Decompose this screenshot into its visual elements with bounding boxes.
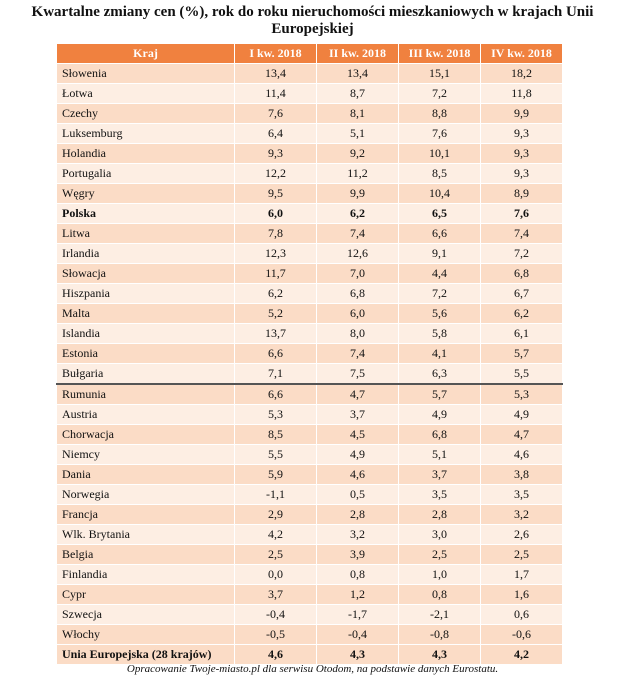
q2-cell: 13,4: [317, 64, 399, 84]
table-row: [57, 64, 563, 84]
q3-cell: 2,8: [399, 505, 481, 525]
q4-cell: 7,6: [481, 204, 563, 224]
country-cell: Holandia: [57, 144, 235, 164]
table-total-row: [57, 645, 563, 665]
country-cell: Chorwacja: [57, 425, 235, 445]
country-cell: Cypr: [57, 585, 235, 605]
q1-cell: -0,5: [235, 625, 317, 645]
q3-cell: 1,0: [399, 565, 481, 585]
table-row: [57, 164, 563, 184]
country-cell: Belgia: [57, 545, 235, 565]
country-cell: Islandia: [57, 324, 235, 344]
table-row: [57, 364, 563, 385]
total-country-cell: Unia Europejska (28 krajów): [57, 645, 235, 665]
q3-cell: 0,8: [399, 585, 481, 605]
country-cell: Bułgaria: [57, 364, 235, 385]
country-cell: Słowacja: [57, 264, 235, 284]
q4-cell: 9,3: [481, 164, 563, 184]
q1-cell: -1,1: [235, 485, 317, 505]
q4-cell: 3,2: [481, 505, 563, 525]
q2-cell: -1,7: [317, 605, 399, 625]
q3-cell: 6,8: [399, 425, 481, 445]
table-header-row: [57, 44, 563, 64]
source-caption: Opracowanie Twoje-miasto.pl dla serwisu Otodom, na podstawie danych Eurostatu.: [126, 663, 499, 675]
q3-cell: 5,6: [399, 304, 481, 324]
q3-cell: 5,8: [399, 324, 481, 344]
q3-cell: 5,7: [399, 384, 481, 405]
table-row: [57, 104, 563, 124]
q1-cell: 9,5: [235, 184, 317, 204]
q1-cell: 6,0: [235, 204, 317, 224]
q1-cell: 6,2: [235, 284, 317, 304]
table-row: [57, 84, 563, 104]
q1-cell: 7,1: [235, 364, 317, 385]
q3-cell: 3,0: [399, 525, 481, 545]
q3-cell: 3,7: [399, 465, 481, 485]
q2-cell: 8,0: [317, 324, 399, 344]
q2-cell: 1,2: [317, 585, 399, 605]
q1-cell: 6,4: [235, 124, 317, 144]
table-row: [57, 184, 563, 204]
table-row: [57, 505, 563, 525]
q1-cell: -0,4: [235, 605, 317, 625]
q3-cell: -0,8: [399, 625, 481, 645]
q2-cell: 2,8: [317, 505, 399, 525]
q3-cell: 15,1: [399, 64, 481, 84]
q4-cell: 3,8: [481, 465, 563, 485]
document-title: Kwartalne zmiany cen (%), rok do roku nieruchomości mieszkaniowych w krajach Unii Europejskiej: [31, 4, 594, 37]
table-row: [57, 264, 563, 284]
table-row: [57, 565, 563, 585]
q1-cell: 8,5: [235, 425, 317, 445]
table-row: [57, 324, 563, 344]
q3-cell: 4,4: [399, 264, 481, 284]
table-row: [57, 585, 563, 605]
q4-cell: 6,7: [481, 284, 563, 304]
country-cell: Słowenia: [57, 64, 235, 84]
q1-cell: 5,9: [235, 465, 317, 485]
q1-cell: 7,8: [235, 224, 317, 244]
table-row: [57, 525, 563, 545]
q4-cell: 4,6: [481, 445, 563, 465]
q1-cell: 5,5: [235, 445, 317, 465]
country-cell: Malta: [57, 304, 235, 324]
country-cell: Szwecja: [57, 605, 235, 625]
country-cell: Norwegia: [57, 485, 235, 505]
q4-cell: 4,7: [481, 425, 563, 445]
q2-cell: 7,0: [317, 264, 399, 284]
total-q3-cell: 4,3: [399, 645, 481, 665]
q2-cell: 3,2: [317, 525, 399, 545]
country-cell: Dania: [57, 465, 235, 485]
q2-cell: 7,4: [317, 224, 399, 244]
country-cell: Czechy: [57, 104, 235, 124]
q1-cell: 13,4: [235, 64, 317, 84]
q2-cell: 7,5: [317, 364, 399, 385]
country-cell: Irlandia: [57, 244, 235, 264]
q2-cell: 9,2: [317, 144, 399, 164]
q4-cell: -0,6: [481, 625, 563, 645]
table-row: [57, 244, 563, 264]
table-row: [57, 445, 563, 465]
country-cell: Austria: [57, 405, 235, 425]
table-row: [57, 405, 563, 425]
q3-cell: 7,6: [399, 124, 481, 144]
q2-cell: 4,7: [317, 384, 399, 405]
q2-cell: 7,4: [317, 344, 399, 364]
q3-cell: 5,1: [399, 445, 481, 465]
q1-cell: 12,3: [235, 244, 317, 264]
q2-cell: 6,0: [317, 304, 399, 324]
q2-cell: 8,1: [317, 104, 399, 124]
q2-cell: 9,9: [317, 184, 399, 204]
q4-cell: 6,8: [481, 264, 563, 284]
q2-cell: 8,7: [317, 84, 399, 104]
q3-cell: 9,1: [399, 244, 481, 264]
total-q1-cell: 4,6: [235, 645, 317, 665]
q4-cell: 6,1: [481, 324, 563, 344]
q1-cell: 2,9: [235, 505, 317, 525]
q1-cell: 0,0: [235, 565, 317, 585]
q4-cell: 9,9: [481, 104, 563, 124]
table-row: [57, 485, 563, 505]
q1-cell: 6,6: [235, 384, 317, 405]
country-cell: Luksemburg: [57, 124, 235, 144]
q4-cell: 5,3: [481, 384, 563, 405]
q3-cell: 7,2: [399, 84, 481, 104]
q1-cell: 2,5: [235, 545, 317, 565]
country-cell: Rumunia: [57, 384, 235, 405]
country-cell: Hiszpania: [57, 284, 235, 304]
header-q4: IV kw. 2018: [481, 44, 563, 64]
q1-cell: 9,3: [235, 144, 317, 164]
q3-cell: 4,1: [399, 344, 481, 364]
table-row: [57, 625, 563, 645]
header-q2: II kw. 2018: [317, 44, 399, 64]
country-cell: Wlk. Brytania: [57, 525, 235, 545]
table-row: [57, 425, 563, 445]
table-row: [57, 304, 563, 324]
q3-cell: 2,5: [399, 545, 481, 565]
q2-cell: 12,6: [317, 244, 399, 264]
table-row: [57, 605, 563, 625]
country-cell: Polska: [57, 204, 235, 224]
header-country: Kraj: [57, 44, 235, 64]
header-q1: I kw. 2018: [235, 44, 317, 64]
q4-cell: 4,9: [481, 405, 563, 425]
q4-cell: 0,6: [481, 605, 563, 625]
q2-cell: 4,5: [317, 425, 399, 445]
q3-cell: 3,5: [399, 485, 481, 505]
q3-cell: 4,9: [399, 405, 481, 425]
price-change-table: [56, 43, 562, 665]
q2-cell: -0,4: [317, 625, 399, 645]
q2-cell: 6,8: [317, 284, 399, 304]
q4-cell: 2,6: [481, 525, 563, 545]
country-cell: Portugalia: [57, 164, 235, 184]
q4-cell: 6,2: [481, 304, 563, 324]
country-cell: Łotwa: [57, 84, 235, 104]
q2-cell: 3,9: [317, 545, 399, 565]
q4-cell: 8,9: [481, 184, 563, 204]
q2-cell: 5,1: [317, 124, 399, 144]
q3-cell: 8,8: [399, 104, 481, 124]
q3-cell: 6,6: [399, 224, 481, 244]
q4-cell: 3,5: [481, 485, 563, 505]
q3-cell: 7,2: [399, 284, 481, 304]
q1-cell: 12,2: [235, 164, 317, 184]
country-cell: Włochy: [57, 625, 235, 645]
q2-cell: 4,9: [317, 445, 399, 465]
q4-cell: 5,7: [481, 344, 563, 364]
table-row: [57, 124, 563, 144]
q4-cell: 7,4: [481, 224, 563, 244]
country-cell: Węgry: [57, 184, 235, 204]
q4-cell: 7,2: [481, 244, 563, 264]
table-row: [57, 465, 563, 485]
q2-cell: 0,5: [317, 485, 399, 505]
q2-cell: 6,2: [317, 204, 399, 224]
q4-cell: 9,3: [481, 144, 563, 164]
q1-cell: 5,2: [235, 304, 317, 324]
q1-cell: 13,7: [235, 324, 317, 344]
country-cell: Finlandia: [57, 565, 235, 585]
q2-cell: 4,6: [317, 465, 399, 485]
table-row: [57, 384, 563, 405]
q3-cell: -2,1: [399, 605, 481, 625]
q4-cell: 5,5: [481, 364, 563, 385]
q3-cell: 8,5: [399, 164, 481, 184]
q2-cell: 3,7: [317, 405, 399, 425]
table-row: [57, 144, 563, 164]
q3-cell: 6,3: [399, 364, 481, 385]
q1-cell: 5,3: [235, 405, 317, 425]
q4-cell: 1,7: [481, 565, 563, 585]
q3-cell: 10,4: [399, 184, 481, 204]
total-q2-cell: 4,3: [317, 645, 399, 665]
q4-cell: 2,5: [481, 545, 563, 565]
q4-cell: 9,3: [481, 124, 563, 144]
q1-cell: 11,4: [235, 84, 317, 104]
country-cell: Litwa: [57, 224, 235, 244]
q3-cell: 10,1: [399, 144, 481, 164]
table-row: [57, 284, 563, 304]
q2-cell: 0,8: [317, 565, 399, 585]
header-q3: III kw. 2018: [399, 44, 481, 64]
table-row: [57, 545, 563, 565]
country-cell: Francja: [57, 505, 235, 525]
total-q4-cell: 4,2: [481, 645, 563, 665]
table-row: [57, 344, 563, 364]
q4-cell: 11,8: [481, 84, 563, 104]
q4-cell: 1,6: [481, 585, 563, 605]
table-row: [57, 224, 563, 244]
q2-cell: 11,2: [317, 164, 399, 184]
q1-cell: 7,6: [235, 104, 317, 124]
q1-cell: 4,2: [235, 525, 317, 545]
q1-cell: 3,7: [235, 585, 317, 605]
country-cell: Estonia: [57, 344, 235, 364]
country-cell: Niemcy: [57, 445, 235, 465]
q3-cell: 6,5: [399, 204, 481, 224]
table-row: [57, 204, 563, 224]
q1-cell: 11,7: [235, 264, 317, 284]
q4-cell: 18,2: [481, 64, 563, 84]
q1-cell: 6,6: [235, 344, 317, 364]
